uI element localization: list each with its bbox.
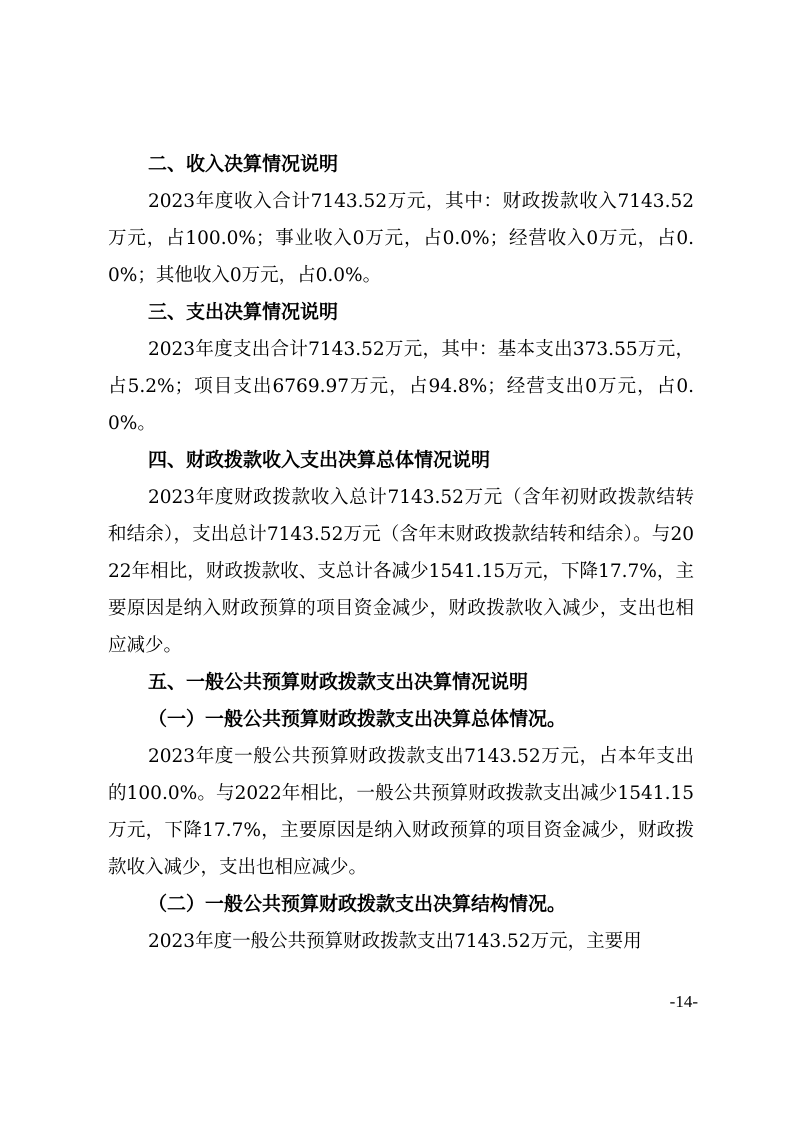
section-heading-expenditure: 三、支出决算情况说明	[148, 301, 339, 323]
page-number: -14-	[669, 992, 698, 1011]
paragraph-overall: 2023年度一般公共预算财政拨款支出7143.52万元，占本年支出的100.0%。与2022年相比，一般公共预算财政拨款支出减少1541.15万元，下降17.7%，主要原因是纳入财政预算的项目资金减少，财政拨款收入减少，支出也相应减少。	[108, 746, 694, 878]
subsection-heading-overall: （一）一般公共预算财政拨款支出决算总体情况。	[148, 708, 567, 730]
section-heading-general-public-budget: 五、一般公共预算财政拨款支出决算情况说明	[148, 671, 529, 693]
subsection-heading-structure: （二）一般公共预算财政拨款支出决算结构情况。	[148, 893, 567, 915]
paragraph-fiscal-appropriation: 2023年度财政拨款收入总计7143.52万元（含年初财政拨款结转和结余），支出总计7143.52万元（含年末财政拨款结转和结余）。与2022年相比，财政拨款收、支总计各减少1541.15万元，下降17.7%，主要原因是纳入财政预算的项目资金减少，财政拨款收入减少，支出也相应减少。	[108, 487, 694, 656]
section-heading-fiscal-appropriation: 四、财政拨款收入支出决算总体情况说明	[148, 449, 491, 471]
section-heading-income: 二、收入决算情况说明	[148, 153, 339, 175]
paragraph-expenditure: 2023年度支出合计7143.52万元，其中：基本支出373.55万元，占5.2%；项目支出6769.97万元，占94.8%；经营支出0万元，占0.0%。	[108, 339, 694, 434]
document-body	[108, 146, 694, 960]
paragraph-income: 2023年度收入合计7143.52万元，其中：财政拨款收入7143.52万元，占100.0%；事业收入0万元，占0.0%；经营收入0万元，占0.0%；其他收入0万元，占0.0%。	[108, 191, 694, 286]
paragraph-structure: 2023年度一般公共预算财政拨款支出7143.52万元，主要用	[148, 931, 642, 952]
